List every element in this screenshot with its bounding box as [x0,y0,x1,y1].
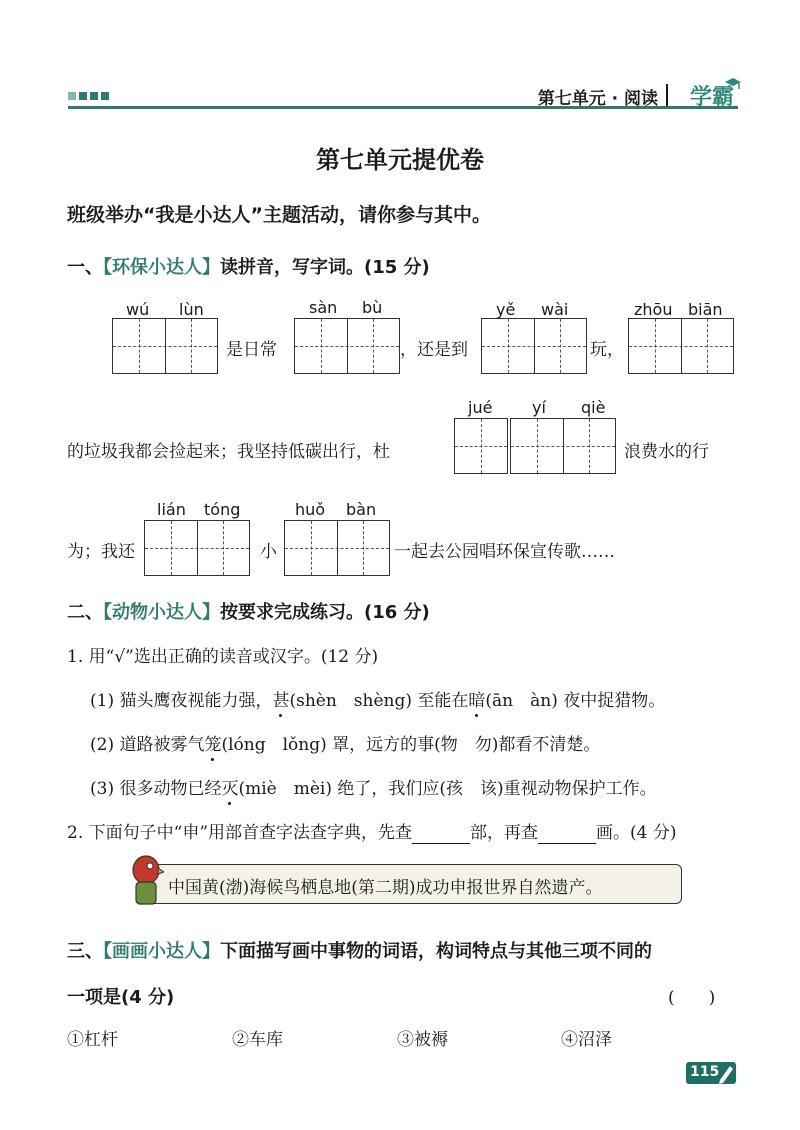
grid-cell[interactable] [534,319,560,373]
pinyin: wài [541,300,569,319]
question-2: 2. 下面句子中“申”用部首查字法查字典，先查 部，再查 画。(4 分) [67,823,677,843]
section-2-heading: 二、【动物小达人】按要求完成练习。(16 分) [67,602,430,623]
sentence-text: 浪费水的行 [624,442,709,462]
section-1-heading: 一、【环保小达人】读拼音，写字词。(15 分) [67,257,430,278]
grid-cell[interactable] [655,319,681,373]
grid-cell[interactable] [311,521,337,575]
pinyin: sàn [309,298,338,317]
pinyin: biān [688,300,723,319]
pinyin: wú [126,300,150,319]
grid-cell[interactable] [285,521,311,575]
grid-cell[interactable] [511,419,537,473]
grid-cell[interactable] [223,521,249,575]
sentence-text: 玩， [590,340,624,360]
choice-item-3: (3) 很多动物已经灭(miè mèi) 绝了，我们应(孩 该)重视动物保护工作。 [90,779,657,799]
grid-cell[interactable] [481,419,507,473]
sentence-text: 是日常 [226,340,277,360]
pinyin: lián [157,500,186,519]
grid-cell[interactable] [321,319,347,373]
pinyin: huǒ [295,500,326,519]
unit-label: 第七单元 · 阅读 [537,89,658,109]
answer-grid-yiqie[interactable] [510,418,616,474]
grid-cell[interactable] [563,419,589,473]
pinyin: bàn [346,500,377,519]
grid-cell[interactable] [113,319,139,373]
header-decoration [68,92,109,100]
grid-cell[interactable] [455,419,481,473]
grid-cell[interactable] [165,319,191,373]
pinyin: lùn [179,300,204,319]
grid-cell[interactable] [629,319,655,373]
grid-cell[interactable] [337,521,363,575]
answer-grid-yewai[interactable] [481,318,587,374]
choice-item-2: (2) 道路被雾气笼(lóng lǒng) 罩，远方的事(物 勿)都看不清楚。 [90,735,601,755]
grid-cell[interactable] [197,521,223,575]
answer-grid-zhoubian[interactable] [628,318,734,374]
brand-logo: 学霸 [689,85,734,110]
page-title: 第七单元提优卷 [316,146,484,174]
bird-icon [128,850,164,908]
answer-blank[interactable] [412,823,470,844]
graduation-cap-icon [724,76,742,92]
pinyin: jué [468,398,493,417]
pinyin: qiè [581,398,606,417]
grid-cell[interactable] [171,521,197,575]
answer-grid-wulun[interactable] [112,318,218,374]
section-3-heading: 三、【画画小达人】下面描写画中事物的词语，构词特点与其他三项不同的 [67,941,652,962]
page-number: 115 [690,1064,720,1080]
header-divider [666,84,668,106]
grid-cell[interactable] [347,319,373,373]
grid-cell[interactable] [537,419,563,473]
choice-item-1: (1) 猫头鹰夜视能力强，甚(shèn shèng) 至能在暗(ān àn) 夜中捉猎物。 [90,691,666,711]
sentence-text: 的垃圾我都会捡起来；我坚持低碳出行，杜 [67,442,390,462]
question-1: 1. 用“√”选出正确的读音或汉字。(12 分) [67,647,379,667]
pinyin: yě [496,300,516,319]
grid-cell[interactable] [363,521,389,575]
grid-cell[interactable] [560,319,586,373]
option-4: ④沼泽 [561,1030,612,1050]
pinyin: tóng [204,500,241,519]
pencil-icon [716,1062,736,1084]
pinyin: bù [362,298,383,317]
grid-cell[interactable] [589,419,615,473]
grid-cell[interactable] [145,521,171,575]
grid-cell[interactable] [508,319,534,373]
grid-cell[interactable] [681,319,707,373]
option-3: ③被褥 [397,1030,448,1050]
answer-grid-huoban[interactable] [284,520,390,576]
option-2: ②车库 [232,1030,283,1050]
sentence-text: 一起去公园唱环保宣传歌…… [394,542,615,562]
sentence-text: ，还是到 [400,340,468,360]
grid-cell[interactable] [139,319,165,373]
grid-cell[interactable] [295,319,321,373]
section-3-line2: 一项是(4 分) [67,987,175,1008]
sentence-text: 为；我还 [67,542,135,562]
banner-sentence: 中国黄(渤)海候鸟栖息地(第二期)成功申报世界自然遗产。 [168,878,603,898]
option-1: ①杠杆 [67,1030,118,1050]
answer-blank[interactable] [538,823,596,844]
grid-cell[interactable] [482,319,508,373]
answer-grid-liantong[interactable] [144,520,250,576]
grid-cell[interactable] [373,319,399,373]
pinyin: yí [532,398,546,417]
answer-grid-sanbu[interactable] [294,318,400,374]
grid-cell[interactable] [707,319,733,373]
answer-paren[interactable]: ( ) [668,988,716,1008]
sentence-text: 小 [260,542,277,562]
answer-grid-jue[interactable] [454,418,508,474]
grid-cell[interactable] [191,319,217,373]
intro-text: 班级举办“我是小达人”主题活动，请你参与其中。 [67,204,491,226]
pinyin: zhōu [634,300,673,319]
